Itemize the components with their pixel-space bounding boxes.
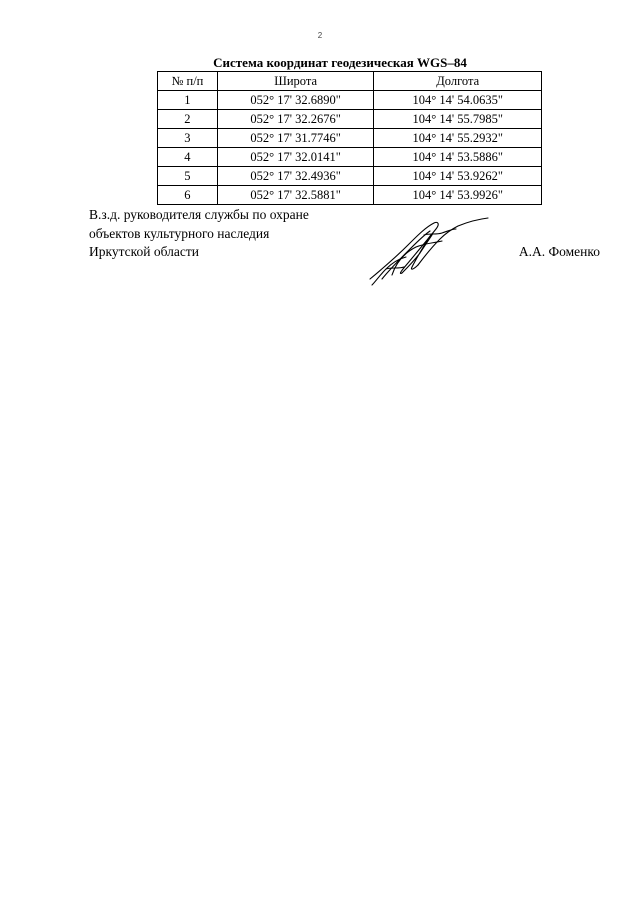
table-row xyxy=(158,167,542,186)
position-line: В.з.д. руководителя службы по охране xyxy=(89,207,309,222)
page-number: 2 xyxy=(317,31,323,40)
row-number: 4 xyxy=(158,148,218,167)
latitude-cell: 052° 17' 32.6890" xyxy=(217,91,374,110)
latitude-cell: 052° 17' 32.4936" xyxy=(217,167,374,186)
signer-name: А.А. Фоменко xyxy=(518,244,600,259)
table-row xyxy=(158,186,542,205)
position-line: Иркутской области xyxy=(89,244,200,259)
table-row xyxy=(158,110,542,129)
table-row xyxy=(158,91,542,110)
row-number: 3 xyxy=(158,129,218,148)
row-number: 6 xyxy=(158,186,218,205)
row-number: 2 xyxy=(158,110,218,129)
latitude-cell: 052° 17' 32.2676" xyxy=(217,110,374,129)
latitude-cell: 052° 17' 31.7746" xyxy=(217,129,374,148)
table-header-row xyxy=(158,72,542,91)
table-caption: Система координат геодезическая WGS–84 xyxy=(213,55,467,70)
longitude-cell: 104° 14' 54.0635" xyxy=(374,91,542,110)
header-longitude: Долгота xyxy=(374,72,542,91)
longitude-cell: 104° 14' 55.2932" xyxy=(374,129,542,148)
header-number: № п/п xyxy=(158,72,218,91)
longitude-cell: 104° 14' 55.7985" xyxy=(374,110,542,129)
row-number: 1 xyxy=(158,91,218,110)
longitude-cell: 104° 14' 53.5886" xyxy=(374,148,542,167)
signer-position xyxy=(89,206,309,262)
row-number: 5 xyxy=(158,167,218,186)
table-row xyxy=(158,148,542,167)
latitude-cell: 052° 17' 32.0141" xyxy=(217,148,374,167)
position-line: объектов культурного наследия xyxy=(89,225,270,241)
table-row xyxy=(158,129,542,148)
coordinates-table xyxy=(157,71,542,205)
handwritten-signature-icon xyxy=(362,213,492,288)
longitude-cell: 104° 14' 53.9926" xyxy=(374,186,542,205)
latitude-cell: 052° 17' 32.5881" xyxy=(217,186,374,205)
longitude-cell: 104° 14' 53.9262" xyxy=(374,167,542,186)
header-latitude: Широта xyxy=(217,72,374,91)
